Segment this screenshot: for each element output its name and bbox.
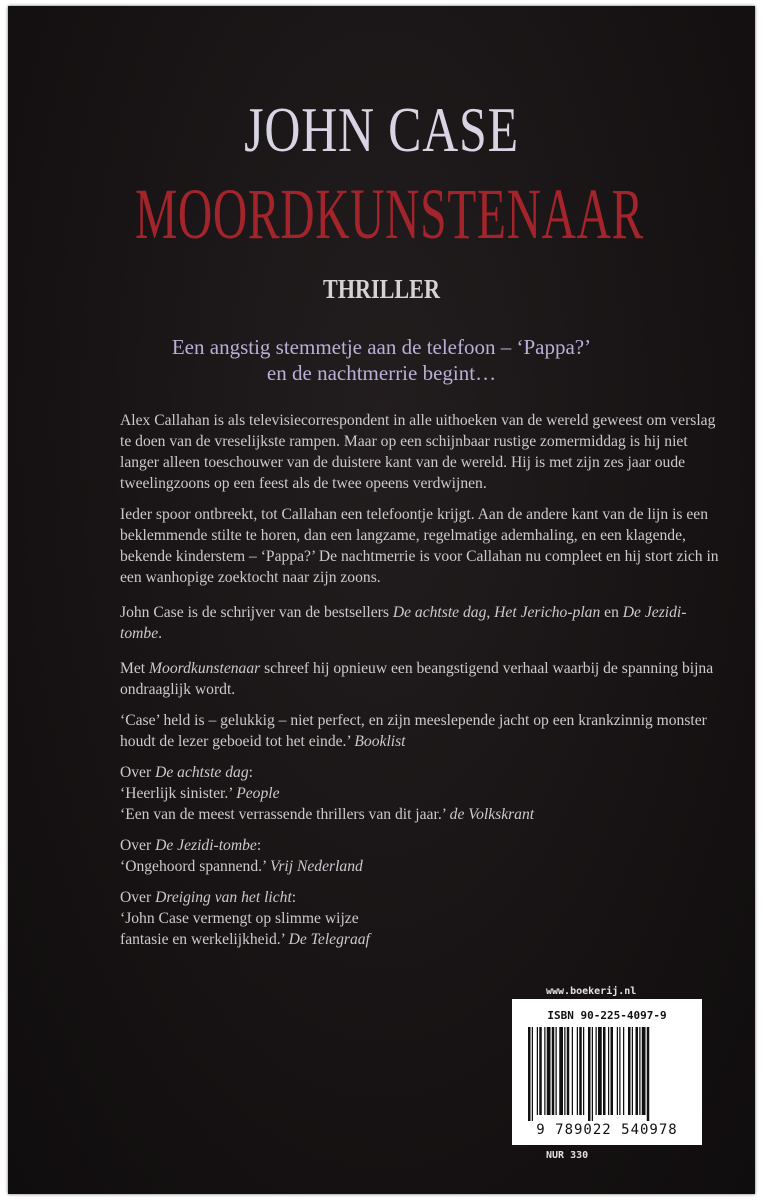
tagline-line-2: en de nachtmerrie begint… [266, 361, 497, 385]
author-bio-text: John Case is de schrijver van de bestsellers [120, 604, 393, 621]
isbn-number: ISBN 90-225-4097-9 [547, 1009, 667, 1022]
description-text: schreef hij opnieuw een beangstigend verhaal waarbij de spanning bijna ondraaglijk wordt. [120, 660, 714, 698]
barcode-bar [559, 1027, 563, 1115]
barcode-bar [611, 1027, 614, 1115]
barcode-label [512, 999, 702, 1145]
genre-label: THRILLER [323, 274, 440, 304]
review-quote: ‘Een van de meest verrassende thrillers van dit jaar.’ [120, 806, 450, 823]
barcode-bar [639, 1027, 640, 1115]
separator: : [256, 837, 262, 854]
barcode-bar [544, 1027, 545, 1115]
author-name: JOHN CASE [244, 94, 519, 165]
review-source: Booklist [354, 733, 406, 750]
review-header: Over [120, 889, 156, 906]
reviews-dreiging [120, 887, 720, 950]
review-quote: fantasie en werkelijkheid.’ [120, 931, 289, 948]
separator: : [248, 764, 253, 781]
separator: : [291, 889, 297, 906]
separator: , [486, 604, 495, 621]
barcode-bar [583, 1027, 584, 1115]
barcode-bar [564, 1027, 565, 1115]
book-reference: De achtste dag [155, 764, 249, 781]
blurb [120, 410, 720, 960]
nur-code: NUR 330 [546, 1150, 589, 1161]
review-source: People [236, 785, 280, 802]
barcode-bar [608, 1027, 609, 1115]
barcode-icon [526, 1027, 688, 1121]
barcode-bar [642, 1027, 646, 1115]
book-reference: De Jezidi-tombe [155, 837, 257, 854]
book-reference: Dreiging van het licht [155, 889, 292, 906]
review-source: de Volkskrant [449, 806, 535, 823]
tagline-line-1: Een angstig stemmetje aan de telefoon – ‘Pappa?’ [171, 335, 592, 359]
tagline [8, 334, 755, 386]
barcode-bar [619, 1027, 620, 1115]
barcode-bar [528, 1027, 531, 1121]
book-reference: Het Jericho-plan [494, 604, 601, 621]
barcode-bar [547, 1027, 551, 1115]
barcode-bar [552, 1027, 555, 1115]
barcode-bar [632, 1027, 633, 1115]
review-booklist [120, 710, 720, 752]
review-header: Over [120, 837, 156, 854]
reviews-achtste-dag [120, 762, 720, 825]
book-title: MOORDKUNSTENAAR [134, 174, 644, 254]
book-reference: Moordkunstenaar [149, 660, 261, 677]
review-source: De Telegraaf [288, 931, 370, 948]
barcode-bar [567, 1027, 570, 1115]
author-bio [120, 602, 720, 644]
barcode-bar [592, 1027, 593, 1121]
review-quote: ‘Case’ held is – gelukkig – niet perfect, en zijn meeslepende jacht op een krankzinnig monster houdt de lezer geboeid tot het einde.’ [120, 712, 707, 750]
barcode-bar [556, 1027, 557, 1115]
barcode-bar [623, 1027, 624, 1115]
reviews-jezidi-tombe [120, 835, 720, 877]
barcode-bar [636, 1027, 639, 1115]
separator: . [158, 625, 163, 642]
review-quote: ‘John Case vermengt op slimme wijze [120, 910, 359, 927]
book-back-cover [8, 6, 755, 1194]
barcode-bar [532, 1027, 533, 1121]
book-reference: De Jezidi-tombe [120, 604, 687, 642]
barcode-bar [537, 1027, 538, 1115]
publisher-website: www.boekerij.nl [546, 986, 637, 997]
barcode-bar [572, 1027, 573, 1115]
blurb-paragraph-1: Alex Callahan is als televisiecorrespondent in alle uithoeken van de wereld geweest om verslag te doen van de vreselijkste rampen. Maar op een schijnbaar rustige zomermiddag is hij niet langer alleen toeschouwer van de duistere kant van de wereld. Hij is met zijn zes jaar oude tweelingzoons op een feest als de twee opeens verdwijnen. [120, 412, 716, 492]
separator: en [600, 604, 623, 621]
barcode-bar [603, 1027, 606, 1115]
barcode-bar [588, 1027, 591, 1121]
barcode-bar [577, 1027, 578, 1115]
book-description [120, 658, 720, 700]
book-reference: De achtste dag [392, 604, 487, 621]
review-header: Over [120, 764, 156, 781]
ean-number: 9 789022 540978 [536, 1122, 678, 1138]
blurb-paragraph-2: Ieder spoor ontbreekt, tot Callahan een telefoontje krijgt. Aan de andere kant van de lijn is een beklemmende stilte te horen, dan een langzame, regelmatige ademhaling, en een klagende, bekende kinderstem – ‘Pappa?’ De nachtmerrie is voor Callahan nu compleet en hij stort zich in een wanhopige zoektocht naar zijn zoons. [120, 506, 719, 586]
review-quote: ‘Ongehoord spannend.’ [120, 858, 270, 875]
barcode-bar [617, 1027, 618, 1115]
barcode-bar [628, 1027, 631, 1115]
barcode-bar [579, 1027, 582, 1115]
barcode-bar [539, 1027, 542, 1115]
barcode-bar [647, 1027, 650, 1121]
description-text: Met [120, 660, 150, 677]
review-quote: ‘Heerlijk sinister.’ [120, 785, 237, 802]
review-source: Vrij Nederland [269, 858, 363, 875]
barcode-bar [596, 1027, 597, 1115]
barcode-bar [598, 1027, 602, 1115]
